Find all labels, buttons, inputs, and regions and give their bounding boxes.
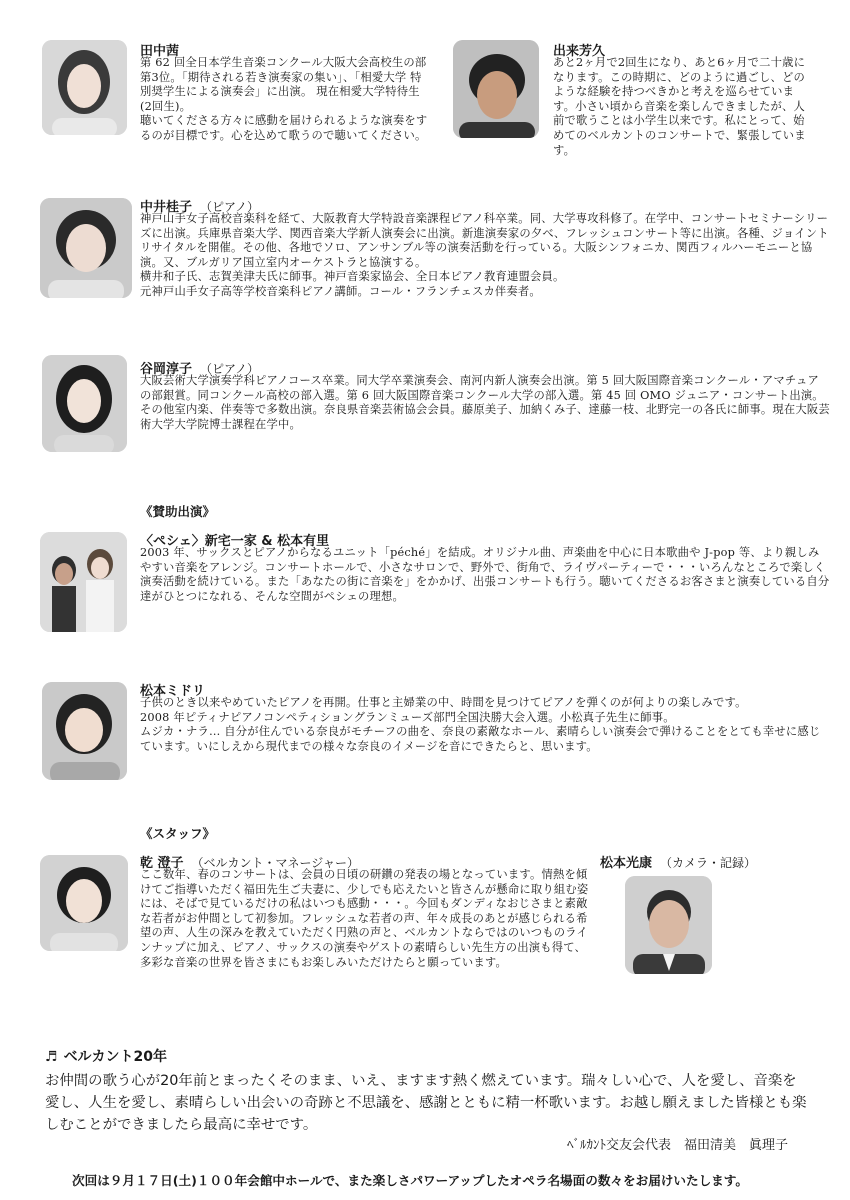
- performer-bio: 2003 年、サックスとピアノからなるユニット「péché」を結成。オリジナル曲、声楽曲を中心に日本歌曲や J-pop 等、より親しみやすい音楽をアレンジ。コンサートホールで、小さなサロンで、野外で、街角で、ライヴパーティーで・・・いろんなところで楽しく演奏活動を続けている。また「あなたの街に音楽を」をかかげ、出張コンサートも行う。聴いてくださるお客さまと演奏している自分達がひとつになれる、そんな空間がペシェの理想。: [140, 546, 830, 603]
- footer-title: ♬ ベルカント20年: [45, 1049, 168, 1065]
- portrait-image: [40, 532, 127, 632]
- portrait-photo-tanioka: [42, 355, 127, 452]
- performer-role: （ピアノ）: [200, 200, 260, 214]
- performer-bio: 第 62 回全日本学生音楽コンクール大阪大会高校生の部第3位。「期待される若き演奏家の集い」、「相愛大学 特別奨学生による演奏会」に出演。 現在相愛大学特待生(2回生)。 聴いてくださる方々に感動を届けられるような演奏をするのが目標です。心を込めて歌うので聴いてください。: [140, 56, 428, 142]
- performer-bio: 大阪芸術大学演奏学科ピアノコース卒業。同大学卒業演奏会、南河内新人演奏会出演。第 5 回大阪国際音楽コンクール・アマチュアの部銀賞。同コンクール高校の部入選。第 6 回大阪国際音楽コンクール大学の部入選。第 45 回 OMO ジュニア・コンサート出演。その他室内楽、伴奏等で多数出演。奈良県音楽芸術協会会員。藤原美子、加納くみ子、達藤一枝、北野完一の各氏に師事。現在大阪芸術大学大学院博士課程在学中。: [140, 374, 830, 431]
- performer-bio: 神戸山手女子高校音楽科を経て、大阪教育大学特設音楽課程ピアノ科卒業。同、大学専攻科修了。在学中、コンサートセミナーシリーズに出演。兵庫県音楽大学、関西音楽大学新人演奏会に出演。新進演奏家の夕べ、フレッシュコンサート等に出演。各種、ジョイントリサイタルを開催。その他、各地でソロ、アンサンブル等の演奏活動を行っている。大阪シンフォニカ、関西フィルハーモニーと協演。又、ブルガリア国立室内オーケストラと協演する。 横井和子氏、志賀美津夫氏に師事。神戸音楽家協会、全日本ピアノ教育連盟会員。 元神戸山手女子高等学校音楽科ピアノ講師。コール・フランチェスカ伴奏者。: [140, 212, 829, 298]
- portrait-image: [40, 198, 132, 298]
- music-note-icon: ♬: [45, 1049, 58, 1065]
- staff-role: （カメラ・記録）: [660, 856, 757, 870]
- portrait-photo-nakai: [40, 198, 132, 298]
- portrait-image: [625, 876, 712, 974]
- portrait-photo-mitsuyasu: [625, 876, 712, 974]
- portrait-image: [42, 355, 127, 452]
- performer-name: 谷岡淳子 （ピアノ）: [140, 362, 260, 377]
- performer-name: 出来芳久: [553, 44, 606, 59]
- staff-section-heading: 《スタッフ》: [140, 826, 216, 841]
- portrait-photo-inui: [40, 855, 128, 951]
- performer-bio: ここ数年、春のコンサートは、会員の日頃の研鑽の発表の場となっています。情熱を傾けてご指導いただく福田先生ご夫妻に、少しでも応えたいと皆さんが懸命に取り組む姿には、そばで見ているだけの私はいつも感動・・・。今回もダンディなおじさまと素敵な若者がお仲間として初参加。フレッシュな若者の声、年々成長のあとが感じられる希望の声、人生の深みを教えていただく円熟の声と、ベルカントならではのいつものラインナップに加え、ピアノ、サックスの演奏やゲストの素晴らしい先生方の出演も得て、多彩な音楽の世界を皆さまにもお楽しみいただけたらと願っています。: [140, 868, 589, 969]
- staff-name: 松本光康 （カメラ・記録）: [600, 856, 757, 871]
- portrait-photo-tanaka: [42, 40, 127, 135]
- footer-signature: ﾍﾞﾙｶﾝﾄ交友会代表 福田清美 眞理子: [566, 1138, 788, 1153]
- performer-name: 松本ミドリ: [140, 684, 206, 699]
- performer-name: 〈ペシェ〉新宅一家 & 松本有里: [140, 534, 330, 549]
- performer-role: （ピアノ）: [200, 362, 260, 376]
- performer-role: （ベルカント・マネージャー）: [191, 856, 360, 870]
- portrait-photo-midori: [42, 682, 127, 780]
- portrait-photo-peche: [40, 532, 127, 632]
- guest-section-heading: 《賛助出演》: [140, 504, 216, 519]
- footer-message: お仲間の歌う心が20年前とまったくそのまま、いえ、ますます熱く燃えています。瑞々しい心で、人を愛し、音楽を愛し、人生を愛し、素晴らしい出会いの奇跡と不思議を、感謝とともに精一杯歌います。お越し願えました皆様とも楽しむことができましたら最高に幸せです。: [45, 1073, 807, 1133]
- performer-bio: 子供のとき以来やめていたピアノを再開。仕事と主婦業の中、時間を見つけてピアノを弾くのが何よりの楽しみです。 2008 年ピティナピアノコンペティショングランミューズ部門全国決勝大会入選。小松真子先生に師事。 ムジカ・ナラ… 自分が住んでいる奈良がモチーフの曲を、奈良の素敵なホール、素晴らしい演奏会で弾けることをとても幸せに感じています。いにしえから現代までの様々な奈良のイメージを音にできたらと、思います。: [140, 696, 821, 753]
- next-concert-notice: 次回は９月１７日(土)１００年会館中ホールで、また楽しさパワーアップしたオペラ名場面の数々をお届けいたします。: [72, 1173, 748, 1188]
- performer-bio: あと2ヶ月で2回生になり、あと6ヶ月で二十歳になります。この時期に、どのように過ごし、どのような経験を持つべきかと考えを巡らせています。小さい頃から音楽を楽しんできましたが、人前で歌うことは小学生以来です。私にとって、始めてのベルカントのコンサートで、緊張しています。: [553, 56, 806, 157]
- performer-name: 乾 澄子 （ベルカント・マネージャー）: [140, 856, 360, 871]
- portrait-image: [40, 855, 128, 951]
- portrait-image: [42, 682, 127, 780]
- portrait-photo-derai: [453, 40, 539, 138]
- performer-name: 田中茜: [140, 44, 180, 59]
- performer-name: 中井桂子 （ピアノ）: [140, 200, 260, 215]
- portrait-image: [42, 40, 127, 135]
- portrait-image: [453, 40, 539, 138]
